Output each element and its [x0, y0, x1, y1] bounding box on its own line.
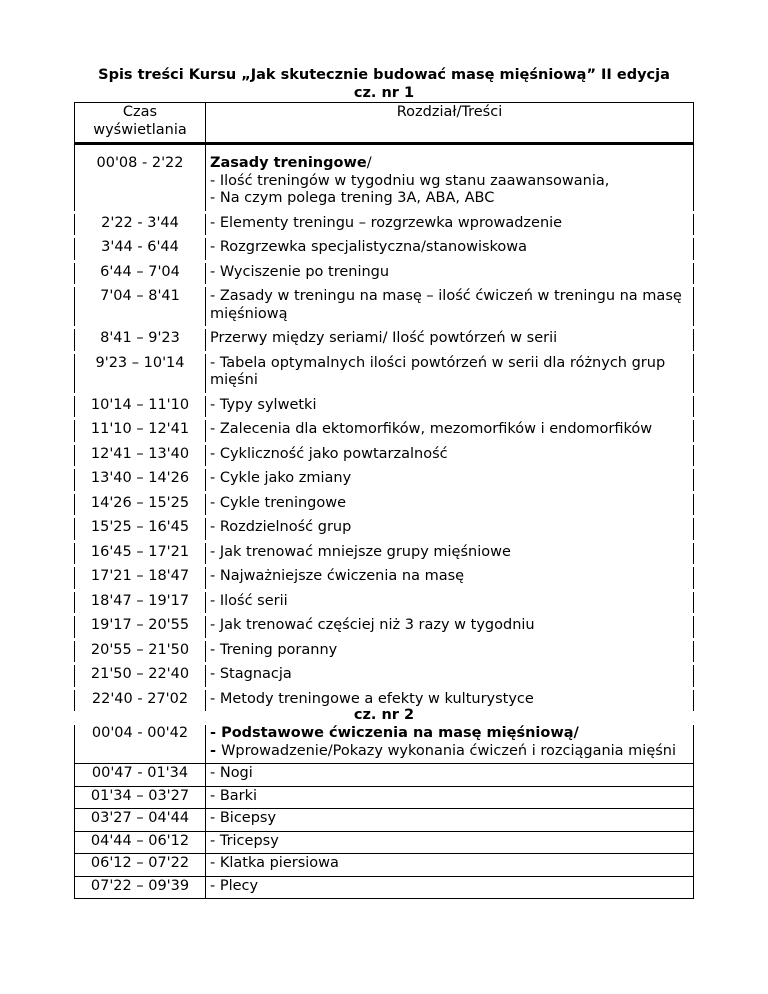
time-cell: 2'22 - 3'44	[75, 212, 206, 237]
content-line: - Ilość treningów w tygodniu wg stanu zaawansowania,	[210, 172, 610, 189]
time-cell: 7'04 – 8'41	[75, 286, 206, 328]
time-cell: 18'47 – 19'17	[75, 590, 206, 615]
document-title: Spis treści Kursu „Jak skutecznie budować masę mięśniową” II edycja	[98, 67, 670, 83]
part-2-label: cz. nr 2	[353, 707, 415, 723]
table-row	[75, 394, 694, 419]
table-row	[75, 566, 694, 591]
table-row	[75, 517, 694, 542]
table-row	[75, 443, 694, 468]
time-cell: 01'34 – 03'27	[75, 786, 206, 809]
table-row	[75, 809, 694, 832]
header-time: Czas wyświetlania	[75, 103, 206, 144]
time-cell: 16'45 – 17'21	[75, 541, 206, 566]
time-cell: 15'25 – 16'45	[75, 517, 206, 542]
table-row	[75, 831, 694, 854]
header-chapter: Rozdział/Treści	[206, 103, 694, 144]
content-cell: - Najważniejsze ćwiczenia na masę	[206, 566, 694, 591]
time-cell: 8'41 – 9'23	[75, 328, 206, 353]
table-row	[75, 854, 694, 877]
content-cell: - Jak trenować częściej niż 3 razy w tygodniu	[206, 615, 694, 640]
content-cell: - Barki	[206, 786, 694, 809]
time-cell: 12'41 – 13'40	[75, 443, 206, 468]
content-cell: - Zasady w treningu na masę – ilość ćwiczeń w treningu na masę mięśniową	[206, 286, 694, 328]
time-cell: 00'08 - 2'22	[75, 144, 206, 213]
time-cell: 19'17 – 20'55	[75, 615, 206, 640]
part-1-label: cz. nr 1	[353, 85, 415, 101]
section-heading: Zasady treningowe	[210, 155, 367, 171]
time-cell: 21'50 – 22'40	[75, 664, 206, 689]
table-row	[75, 144, 694, 213]
time-cell: 07'22 – 09'39	[75, 876, 206, 899]
time-cell: 00'04 - 00'42	[75, 725, 206, 764]
content-dash: -	[210, 742, 222, 759]
table-row	[75, 237, 694, 262]
content-cell: - Metody treningowe a efekty w kulturystyce	[206, 688, 694, 713]
content-cell: - Rozgrzewka specjalistyczna/stanowiskowa	[206, 237, 694, 262]
content-cell: - Tabela optymalnych ilości powtórzeń w serii dla różnych grup mięśni	[206, 352, 694, 394]
table-row	[75, 419, 694, 444]
time-cell: 10'14 – 11'10	[75, 394, 206, 419]
content-line: Wprowadzenie/Pokazy wykonania ćwiczeń i rozciągania mięśni	[221, 742, 677, 759]
table-row	[75, 286, 694, 328]
content-cell: - Cykle treningowe	[206, 492, 694, 517]
time-cell: 00'47 - 01'34	[75, 764, 206, 787]
table-row	[75, 212, 694, 237]
table-row	[75, 764, 694, 787]
content-cell: Przerwy między seriami/ Ilość powtórzeń w serii	[206, 328, 694, 353]
content-cell: - Typy sylwetki	[206, 394, 694, 419]
section-heading-prefix: -	[210, 725, 222, 741]
content-cell: - Zalecenia dla ektomorfików, mezomorfików i endomorfików	[206, 419, 694, 444]
section-heading: Podstawowe ćwiczenia na masę mięśniową/	[221, 725, 579, 741]
table-header-row	[75, 103, 694, 144]
time-cell: 06'12 – 07'22	[75, 854, 206, 877]
table-row	[75, 786, 694, 809]
content-cell	[206, 725, 694, 764]
content-line: - Na czym polega trening 3A, ABA, ABC	[210, 190, 495, 206]
table-row	[75, 328, 694, 353]
time-cell: 17'21 – 18'47	[75, 566, 206, 591]
table-row	[75, 352, 694, 394]
table-row	[75, 876, 694, 899]
content-cell: - Stagnacja	[206, 664, 694, 689]
content-cell: - Jak trenować mniejsze grupy mięśniowe	[206, 541, 694, 566]
time-cell: 9'23 – 10'14	[75, 352, 206, 394]
time-cell: 6'44 – 7'04	[75, 261, 206, 286]
table-row	[75, 725, 694, 764]
content-cell: - Bicepsy	[206, 809, 694, 832]
time-cell: 04'44 – 06'12	[75, 831, 206, 854]
time-cell: 13'40 – 14'26	[75, 468, 206, 493]
content-cell: - Wyciszenie po treningu	[206, 261, 694, 286]
toc-table-part-2	[74, 725, 694, 899]
time-cell: 22'40 - 27'02	[75, 688, 206, 713]
content-cell: - Tricepsy	[206, 831, 694, 854]
table-row	[75, 590, 694, 615]
content-cell: - Elementy treningu – rozgrzewka wprowadzenie	[206, 212, 694, 237]
content-cell: - Plecy	[206, 876, 694, 899]
section-heading-slash: /	[366, 155, 372, 171]
table-row	[75, 639, 694, 664]
content-cell: - Cykle jako zmiany	[206, 468, 694, 493]
table-row	[75, 615, 694, 640]
table-row	[75, 664, 694, 689]
time-cell: 14'26 – 15'25	[75, 492, 206, 517]
content-cell: - Cykliczność jako powtarzalność	[206, 443, 694, 468]
content-cell: - Nogi	[206, 764, 694, 787]
toc-table-part-1	[74, 102, 694, 714]
time-cell: 11'10 – 12'41	[75, 419, 206, 444]
time-cell: 20'55 – 21'50	[75, 639, 206, 664]
table-row	[75, 261, 694, 286]
table-row	[75, 541, 694, 566]
time-cell: 03'27 – 04'44	[75, 809, 206, 832]
content-cell: - Klatka piersiowa	[206, 854, 694, 877]
table-row	[75, 492, 694, 517]
content-cell	[206, 144, 694, 213]
content-cell: - Trening poranny	[206, 639, 694, 664]
table-row	[75, 468, 694, 493]
content-cell: - Ilość serii	[206, 590, 694, 615]
time-cell: 3'44 - 6'44	[75, 237, 206, 262]
content-cell: - Rozdzielność grup	[206, 517, 694, 542]
